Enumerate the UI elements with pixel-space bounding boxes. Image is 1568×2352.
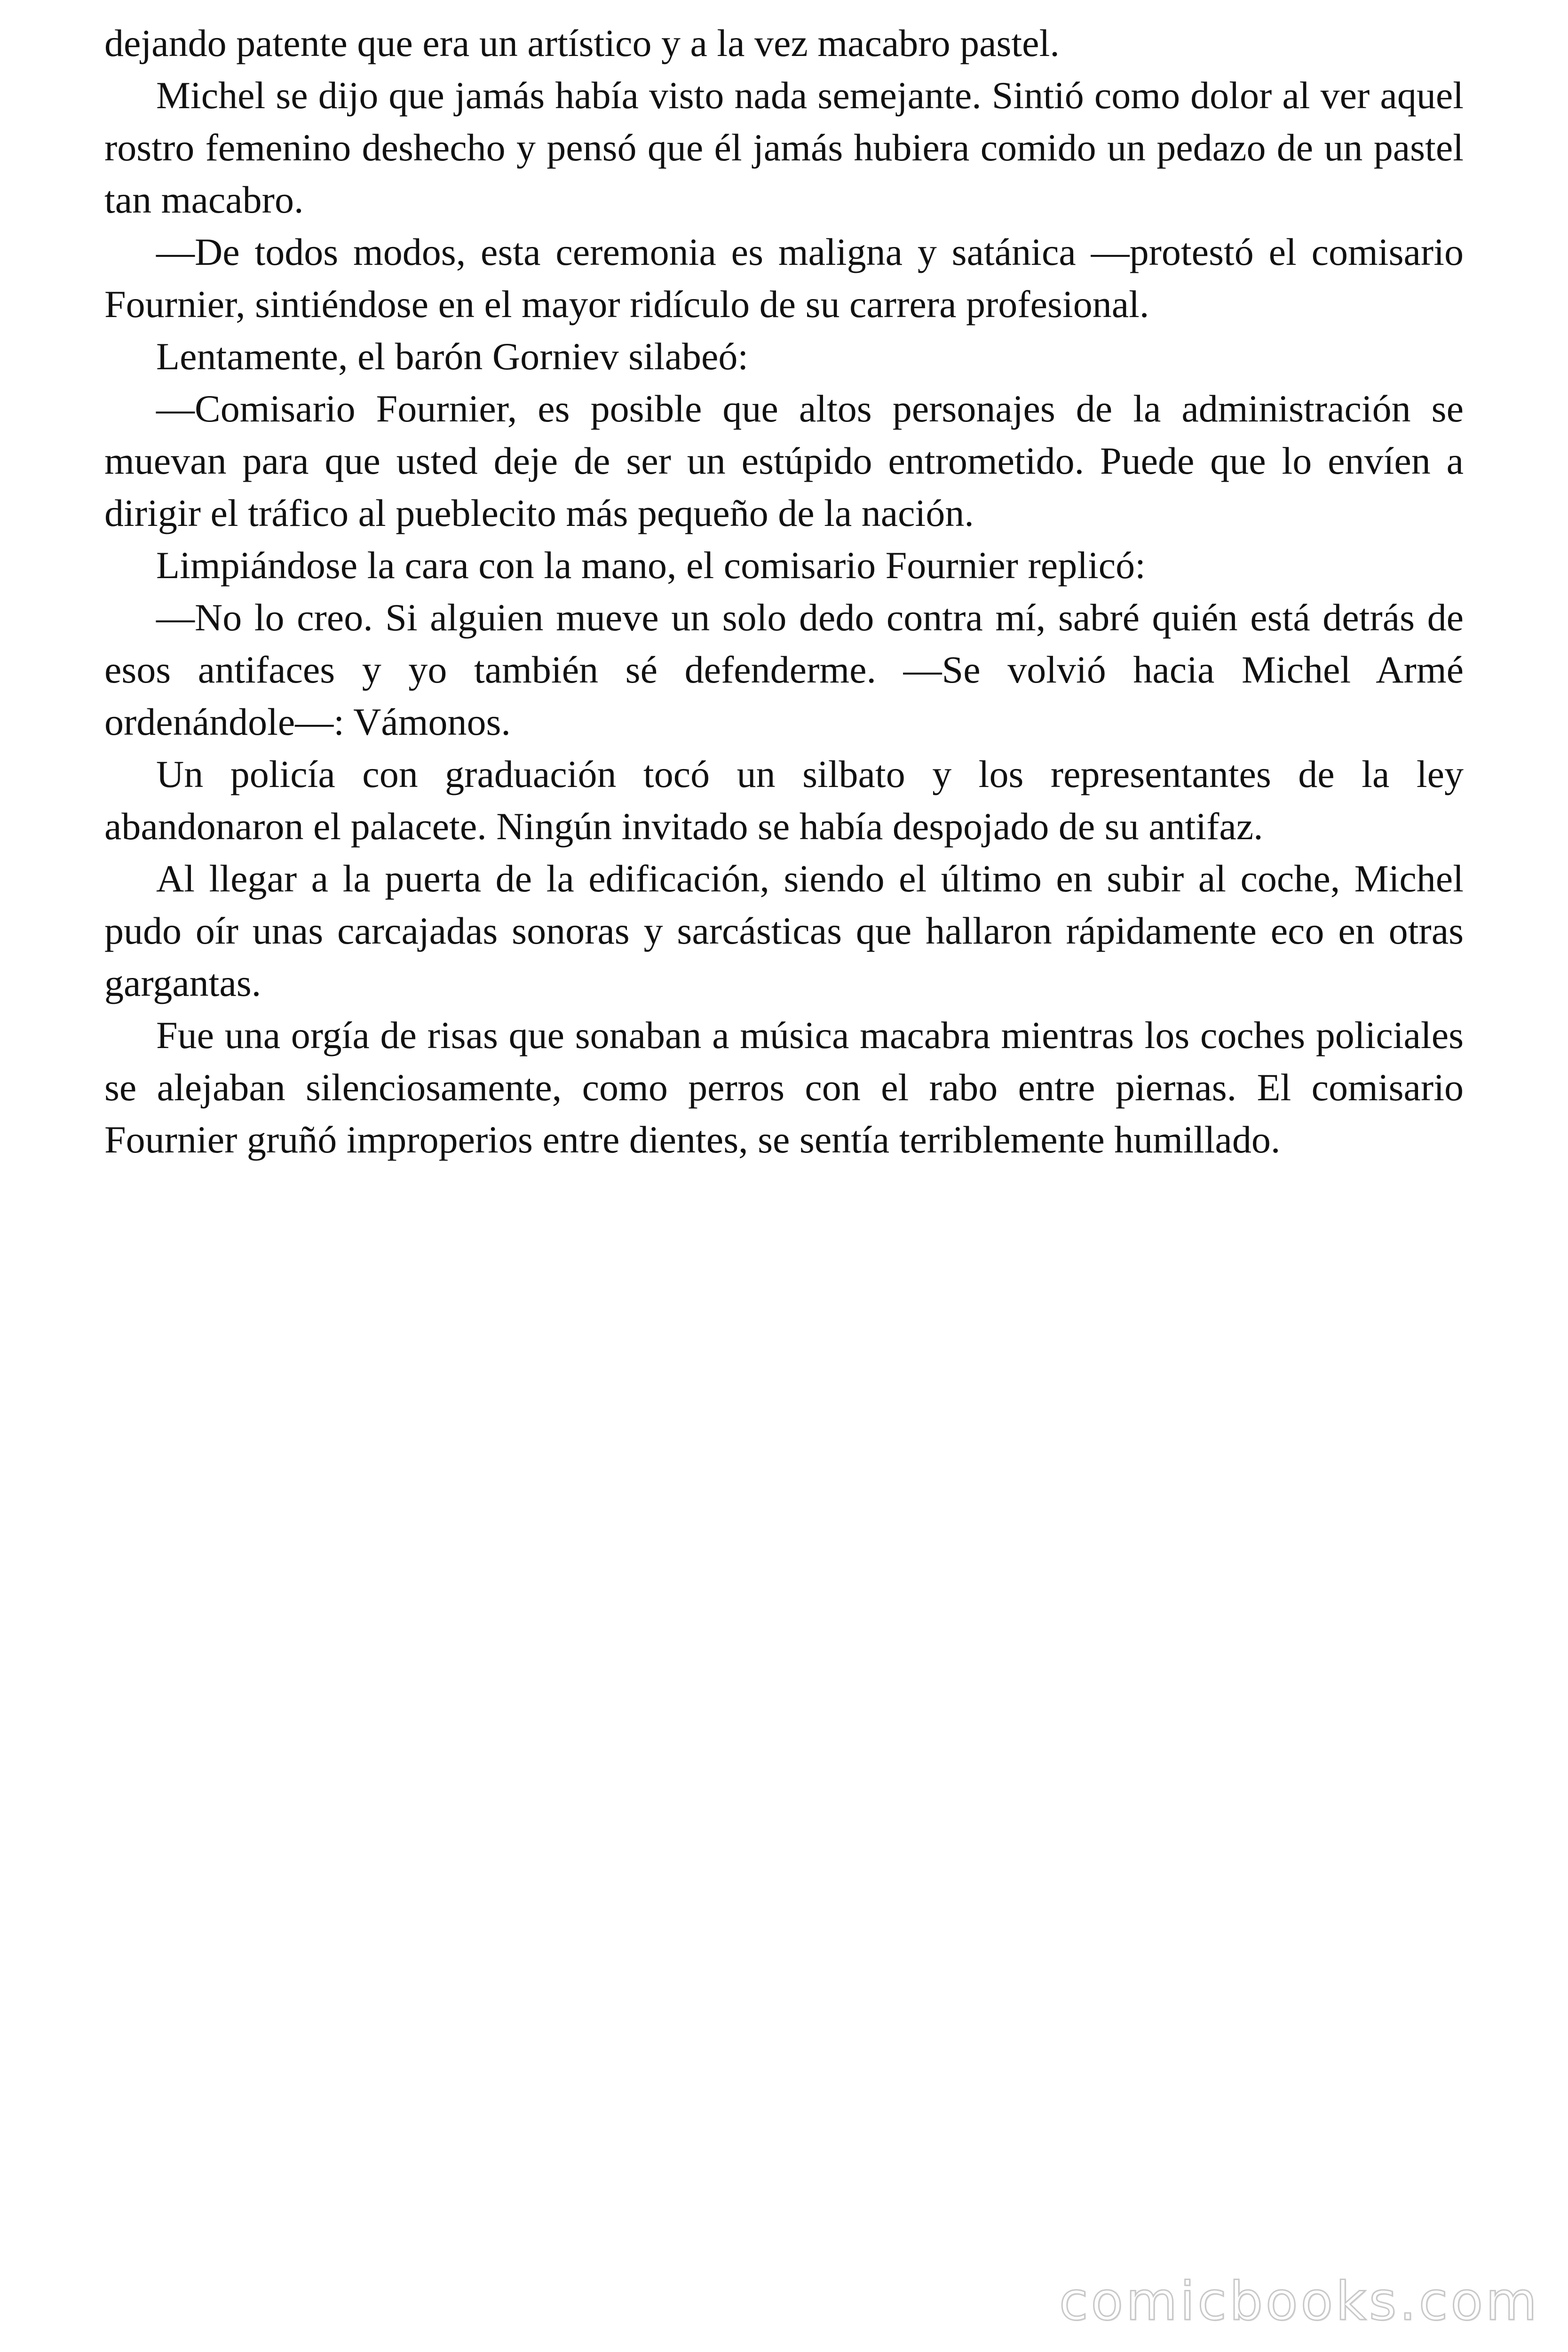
paragraph-3: —De todos modos, esta ceremonia es maligna y satánica —protestó el comisario Fournier, sintiéndose en el mayor ridículo de su carrera profesional. [104,230,1464,326]
page-body [104,17,1464,1166]
paragraph-9: Al llegar a la puerta de la edificación, siendo el último en subir al coche, Michel pudo oír unas carcajadas sonoras y sarcásticas que hallaron rápidamente eco en otras gargantas. [104,857,1464,1004]
paragraph-5: —Comisario Fournier, es posible que altos personajes de la administración se muevan para que usted deje de ser un estúpido entrometido. Puede que lo envíen a dirigir el tráfico al pueblecito más pequeño de la nación. [104,387,1464,534]
watermark: comicbooks.com [1059,2271,1540,2332]
paragraph-8: Un policía con graduación tocó un silbato y los representantes de la ley abandonaron el palacete. Ningún invitado se había despojado de su antifaz. [104,753,1464,848]
paragraph-7: —No lo creo. Si alguien mueve un solo dedo contra mí, sabré quién está detrás de esos antifaces y yo también sé defenderme. —Se volvió hacia Michel Armé ordenándole—: Vámonos. [104,596,1464,743]
paragraph-10: Fue una orgía de risas que sonaban a música macabra mientras los coches policiales se alejaban silenciosamente, como perros con el rabo entre piernas. El comisario Fournier gruñó improperios entre dientes, se sentía terriblemente humillado. [104,1014,1464,1161]
paragraph-2: Michel se dijo que jamás había visto nada semejante. Sintió como dolor al ver aquel rostro femenino deshecho y pensó que él jamás hubiera comido un pedazo de un pastel tan macabro. [104,74,1464,221]
paragraph-6: Limpiándose la cara con la mano, el comisario Fournier replicó: [156,544,1146,587]
paragraph-1: dejando patente que era un artístico y a la vez macabro pastel. [104,22,1060,64]
paragraph-4: Lentamente, el barón Gorniev silabeó: [156,335,749,378]
